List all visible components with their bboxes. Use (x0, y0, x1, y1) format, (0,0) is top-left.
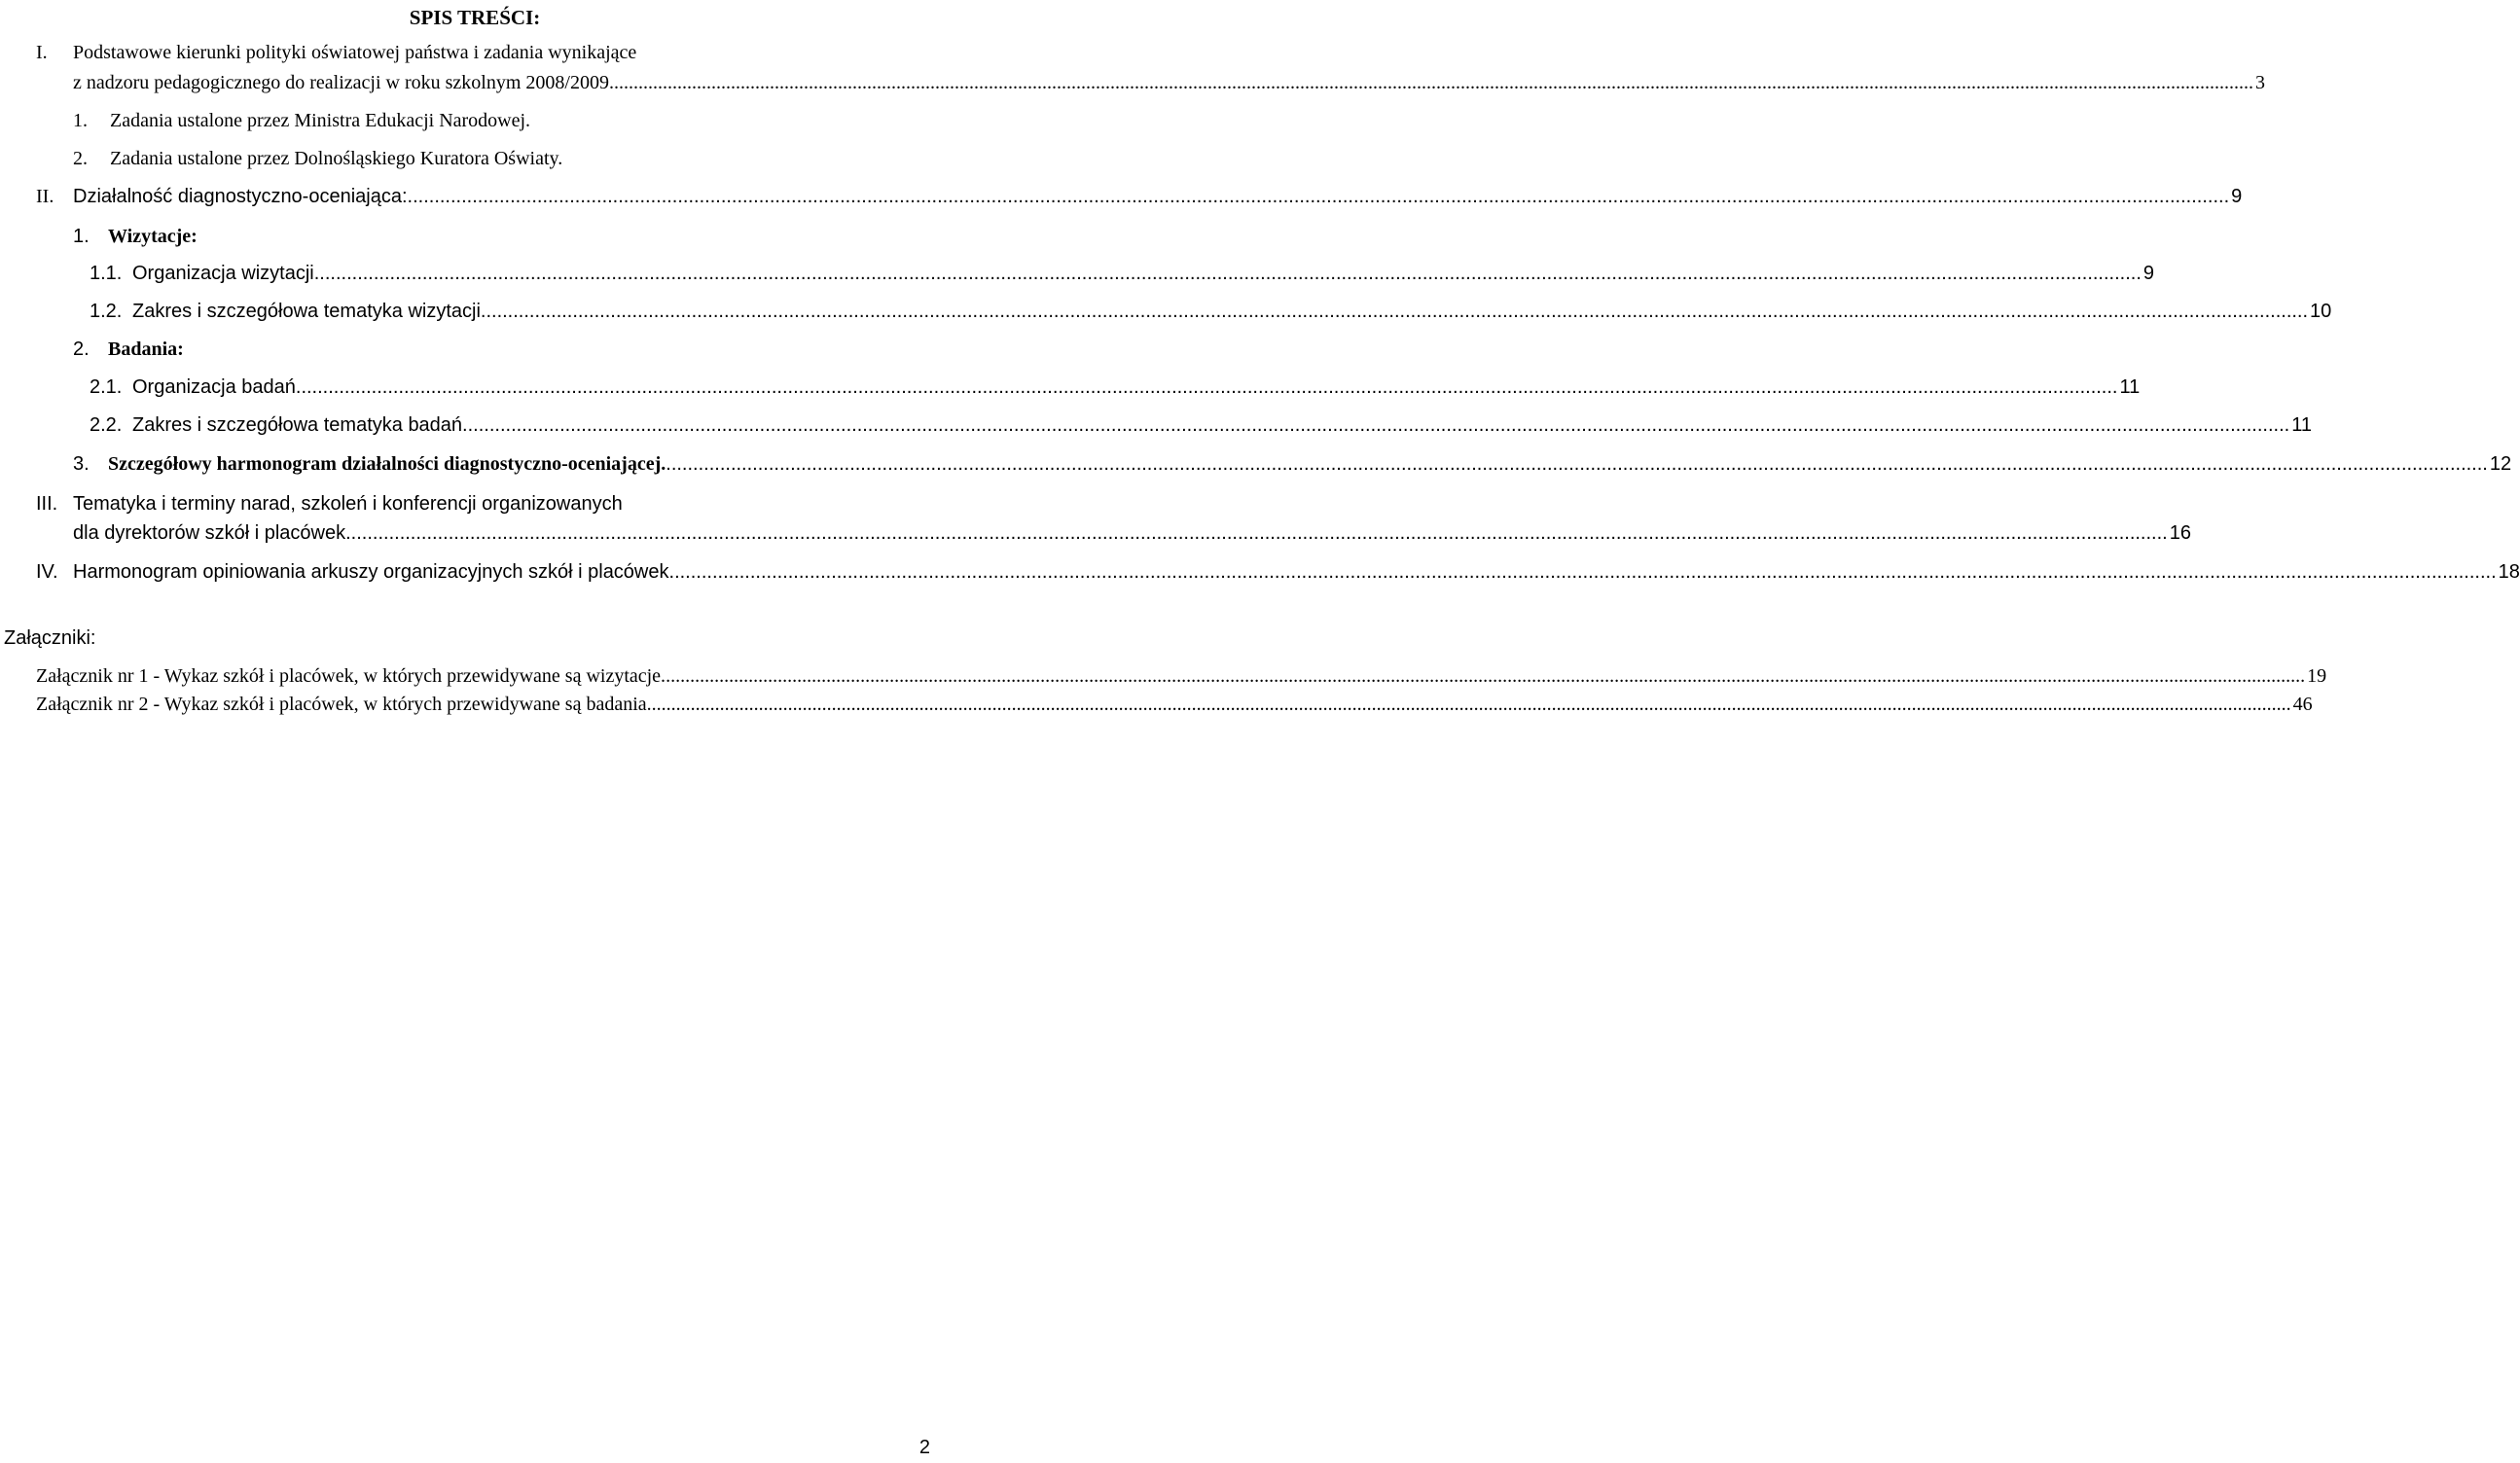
dot-leader (486, 297, 2308, 326)
toc-section-3-line1: Tematyka i terminy narad, szkoleń i konferencji organizowanych (73, 493, 623, 515)
toc-section-1-line2: z nadzoru pedagogicznego do realizacji w roku szkolnym 2008/2009. (73, 72, 614, 93)
toc-item-2-1-2-entry[interactable] (132, 297, 2332, 326)
toc-item-2-2-text[interactable]: Badania: (108, 339, 184, 360)
toc-section-1-number: I. (36, 42, 48, 63)
toc-item-1-2-text[interactable]: Zadania ustalone przez Dolnośląskiego Kuratora Oświaty. (110, 148, 563, 169)
toc-page-number: 16 (2169, 522, 2191, 544)
toc-item-2-2-number: 2. (73, 339, 90, 360)
toc-item-2-1-1-entry[interactable] (132, 259, 2155, 288)
toc-section-3-number: III. (36, 493, 58, 515)
toc-page-number: 9 (2231, 186, 2243, 207)
toc-section-4-number: IV. (36, 561, 58, 583)
dot-leader (468, 410, 2290, 440)
page-number: 2 (918, 1437, 930, 1458)
attachment-1-text: Załącznik nr 1 - Wykaz szkół i placówek, w których przewidywane są wizytacje. (36, 665, 666, 687)
toc-section-3-line2: dla dyrektorów szkół i placówek (73, 522, 346, 544)
attachments-heading: Załączniki: (4, 627, 96, 649)
toc-section-2-entry[interactable] (73, 182, 2243, 211)
attachment-2-text: Załącznik nr 2 - Wykaz szkół i placówek, w których przewidywane są badania. (36, 694, 652, 715)
toc-item-2-3-number: 3. (73, 453, 90, 475)
toc-item-2-2-1-entry[interactable] (132, 373, 2141, 402)
dot-leader (666, 449, 2488, 479)
toc-item-2-2-2-entry[interactable] (132, 410, 2312, 440)
toc-section-2-text: Działalność diagnostyczno-oceniająca: (73, 186, 408, 207)
toc-section-4-text: Harmonogram opiniowania arkuszy organizacyjnych szkół i placówek. (73, 561, 675, 583)
toc-page-number: 11 (2291, 414, 2312, 436)
toc-page-number: 19 (2307, 665, 2327, 687)
toc-item-2-2-1-number: 2.1. (90, 376, 123, 398)
toc-item-2-1-text[interactable]: Wizytacje: (108, 226, 198, 247)
toc-section-4-entry[interactable] (73, 557, 2520, 587)
toc-item-2-2-2-number: 2.2. (90, 414, 123, 436)
dot-leader (296, 373, 2118, 402)
toc-section-2-number: II. (36, 186, 54, 207)
toc-item-2-1-1-text: Organizacja wizytacji. (132, 263, 320, 284)
toc-item-2-1-2-text: Zakres i szczegółowa tematyka wizytacji. (132, 301, 486, 322)
toc-page-number: 11 (2119, 376, 2141, 398)
toc-title: SPIS TREŚCI: (409, 6, 541, 29)
toc-page-number: 10 (2310, 301, 2332, 322)
toc-item-2-1-number: 1. (73, 226, 90, 247)
dot-leader (408, 182, 2230, 211)
attachment-2-entry[interactable] (36, 690, 2313, 719)
toc-section-1-entry[interactable] (73, 68, 2265, 97)
toc-section-3-entry[interactable] (73, 518, 2191, 548)
dot-leader (319, 259, 2142, 288)
toc-page-number: 9 (2142, 263, 2155, 284)
dot-leader (614, 68, 2253, 97)
toc-item-2-3-entry[interactable] (108, 449, 2512, 479)
toc-section-1-line1: Podstawowe kierunki polityki oświatowej państwa i zadania wynikające (73, 42, 637, 63)
dot-leader (674, 557, 2497, 587)
toc-item-2-1-1-number: 1.1. (90, 263, 123, 284)
toc-item-1-1-number: 1. (73, 110, 88, 131)
dot-leader (666, 661, 2305, 691)
toc-page-number: 46 (2292, 694, 2313, 715)
attachment-1-entry[interactable] (36, 661, 2327, 691)
toc-page-number: 18 (2498, 561, 2520, 583)
toc-item-1-1-text[interactable]: Zadania ustalone przez Ministra Edukacji Narodowej. (110, 110, 531, 131)
toc-item-1-2-number: 2. (73, 148, 88, 169)
toc-page-number: 12 (2489, 453, 2512, 475)
dot-leader (345, 518, 2168, 548)
toc-item-2-2-2-text: Zakres i szczegółowa tematyka badań. (132, 414, 468, 436)
toc-item-2-2-1-text: Organizacja badań (132, 376, 296, 398)
dot-leader (652, 690, 2291, 719)
toc-item-2-3-text: Szczegółowy harmonogram działalności diagnostyczno-oceniającej. (108, 453, 666, 475)
toc-item-2-1-2-number: 1.2. (90, 301, 123, 322)
toc-page-number: 3 (2254, 72, 2265, 93)
